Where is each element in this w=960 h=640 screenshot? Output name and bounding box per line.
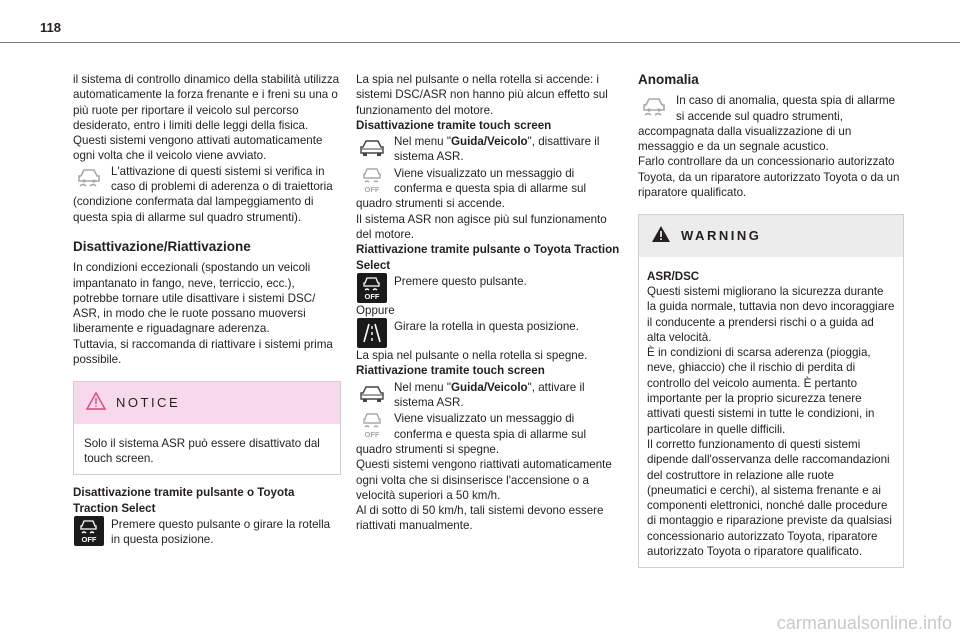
svg-text:OFF: OFF xyxy=(364,430,380,440)
paragraph: In caso di anomalia, questa spia di allarme si accende sul quadro strumenti, accompagnata dalla visualizzazione di un messaggio e da un segnale acustico. xyxy=(638,94,896,154)
anomaly-block xyxy=(638,93,904,154)
notice-header xyxy=(74,382,340,423)
paragraph: Tuttavia, si raccomanda di riattivare i sistemi prima possibile. xyxy=(73,337,333,367)
car-menu-icon xyxy=(356,134,388,162)
subheading: ASR/DSC xyxy=(647,269,700,283)
skid-car-icon xyxy=(638,93,670,121)
paragraph: Al di sotto di 50 km/h, tali sistemi devono essere riattivati manualmente. xyxy=(356,504,604,533)
skid-car-icon xyxy=(73,164,105,192)
subheading: Disattivazione tramite touch screen xyxy=(356,118,552,132)
paragraph: Il sistema ASR non agisce più sul funzionamento del motore. xyxy=(356,212,607,241)
paragraph: La spia nel pulsante o nella rotella si spegne. xyxy=(356,349,588,363)
skid-off-icon xyxy=(356,166,388,194)
subheading: Riattivazione tramite touch screen xyxy=(356,364,545,378)
paragraph: il sistema di controllo dinamico della stabilità utilizza automaticamente la forza frenante e i freni su una o più ruote per riportare il veicolo sul percorso desiderato, entro i limiti delle leggi della fisica. xyxy=(73,73,340,132)
header-divider xyxy=(0,42,960,43)
warning-triangle-icon xyxy=(86,392,106,413)
page-number: 118 xyxy=(40,20,61,35)
road-mode-icon xyxy=(357,318,387,348)
skid-warning-block xyxy=(73,164,341,225)
notice-body: Solo il sistema ASR può essere disattivato dal touch screen. xyxy=(84,436,320,465)
paragraph: Oppure xyxy=(356,303,395,317)
icon-instruction xyxy=(73,517,341,548)
warning-body xyxy=(639,257,903,568)
svg-text:OFF: OFF xyxy=(81,534,97,544)
column-left xyxy=(73,72,341,548)
paragraph: Questi sistemi migliorano la sicurezza durante la guida normale, tuttavia non devo incoraggiare il conducente a prendersi rischi o a guida ad alta velocità. xyxy=(647,284,895,344)
paragraph: Viene visualizzato un messaggio di conferma e questa spia di allarme sul quadro strumenti si spegne. xyxy=(356,412,587,456)
subheading: Disattivazione tramite pulsante o Toyota Traction Select xyxy=(73,486,295,515)
icon-instruction xyxy=(356,380,624,411)
paragraph: L'attivazione di questi sistemi si verifica in caso di problemi di aderenza o di traiettoria (condizione confermata dal lampeggiamento di questa spia di allarme sul quadro strumenti). xyxy=(73,164,333,224)
subheading: Riattivazione tramite pulsante o Toyota Traction Select xyxy=(356,243,620,272)
svg-text:OFF: OFF xyxy=(364,184,380,194)
paragraph: È in condizioni di scarsa aderenza (pioggia, neve, ghiaccio) che il rischio di perdita di controllo del veicolo aumenta. È pertanto importante per la proprio sicurezza tenere attivati questi sistemi in tutte le condizioni, in particolare in quelle difficili. xyxy=(647,346,875,436)
paragraph: La spia nel pulsante o nella rotella si accende: i sistemi DSC/ASR non hanno più alcun effetto sul funzionamento del motore. xyxy=(356,73,608,117)
paragraph: In condizioni eccezionali (spostando un veicoli impantanato in fango, neve, terriccio, ecc.), potrebbe tornare utile disattivare i sistemi DSC/ ASR, in modo che le ruote possano muoversi liberamente e riguadagnare aderenza. xyxy=(73,261,316,336)
paragraph: Questi sistemi vengono attivati automaticamente ogni volta che il veicolo viene avviato. xyxy=(73,134,323,163)
paragraph: Viene visualizzato un messaggio di conferma e questa spia di allarme sul quadro strumenti si accende. xyxy=(356,166,587,211)
paragraph: Farlo controllare da un concessionario autorizzato Toyota, da un riparatore autorizzato Toyota o da un riparatore qualificato. xyxy=(638,155,900,200)
column-right xyxy=(638,72,904,568)
skid-off-warning-block xyxy=(356,411,624,457)
icon-instruction xyxy=(356,134,624,165)
paragraph: Premere questo pulsante. xyxy=(394,274,527,288)
notice-box xyxy=(73,381,341,475)
icon-instruction xyxy=(356,274,624,302)
paragraph: Girare la rotella in questa posizione. xyxy=(394,320,579,334)
warning-header xyxy=(639,215,903,256)
section-heading: Disattivazione/Riattivazione xyxy=(73,238,251,254)
notice-title: NOTICE xyxy=(116,395,181,411)
paragraph: Nel menu "Guida/Veicolo", disattivare il sistema ASR. xyxy=(394,135,600,164)
section-heading: Anomalia xyxy=(638,72,699,87)
warning-triangle-icon xyxy=(651,225,671,246)
watermark: carmanualsonline.info xyxy=(776,613,952,633)
paragraph: Premere questo pulsante o girare la rotella in questa posizione. xyxy=(111,517,331,547)
traction-off-button-icon xyxy=(357,273,387,303)
warning-title: WARNING xyxy=(681,228,762,244)
paragraph: Nel menu "Guida/Veicolo", attivare il sistema ASR. xyxy=(394,380,585,410)
car-menu-icon xyxy=(356,380,388,408)
svg-text:OFF: OFF xyxy=(364,291,380,301)
skid-off-icon xyxy=(356,411,388,439)
warning-box xyxy=(638,214,904,568)
skid-off-warning-block xyxy=(356,166,624,212)
paragraph: Il corretto funzionamento di questi sistemi dipende dall'osservanza delle raccomandazioni del costruttore in relazione alle ruote (pneumatici e cerchi), al sistema frenante e ai componenti elettronici, nonché dalle procedure di montaggio e riparazione previste da qualsiasi concessionario autorizzato Toyota, riparatore autorizzato Toyota o riparatore qualificato. xyxy=(647,437,892,559)
paragraph: Questi sistemi vengono riattivati automaticamente ogni volta che si disinserisce l'accensione o a velocità superiori a 50 km/h. xyxy=(356,458,612,502)
traction-off-button-icon xyxy=(74,516,104,546)
column-middle xyxy=(356,72,624,534)
icon-instruction xyxy=(356,319,624,347)
